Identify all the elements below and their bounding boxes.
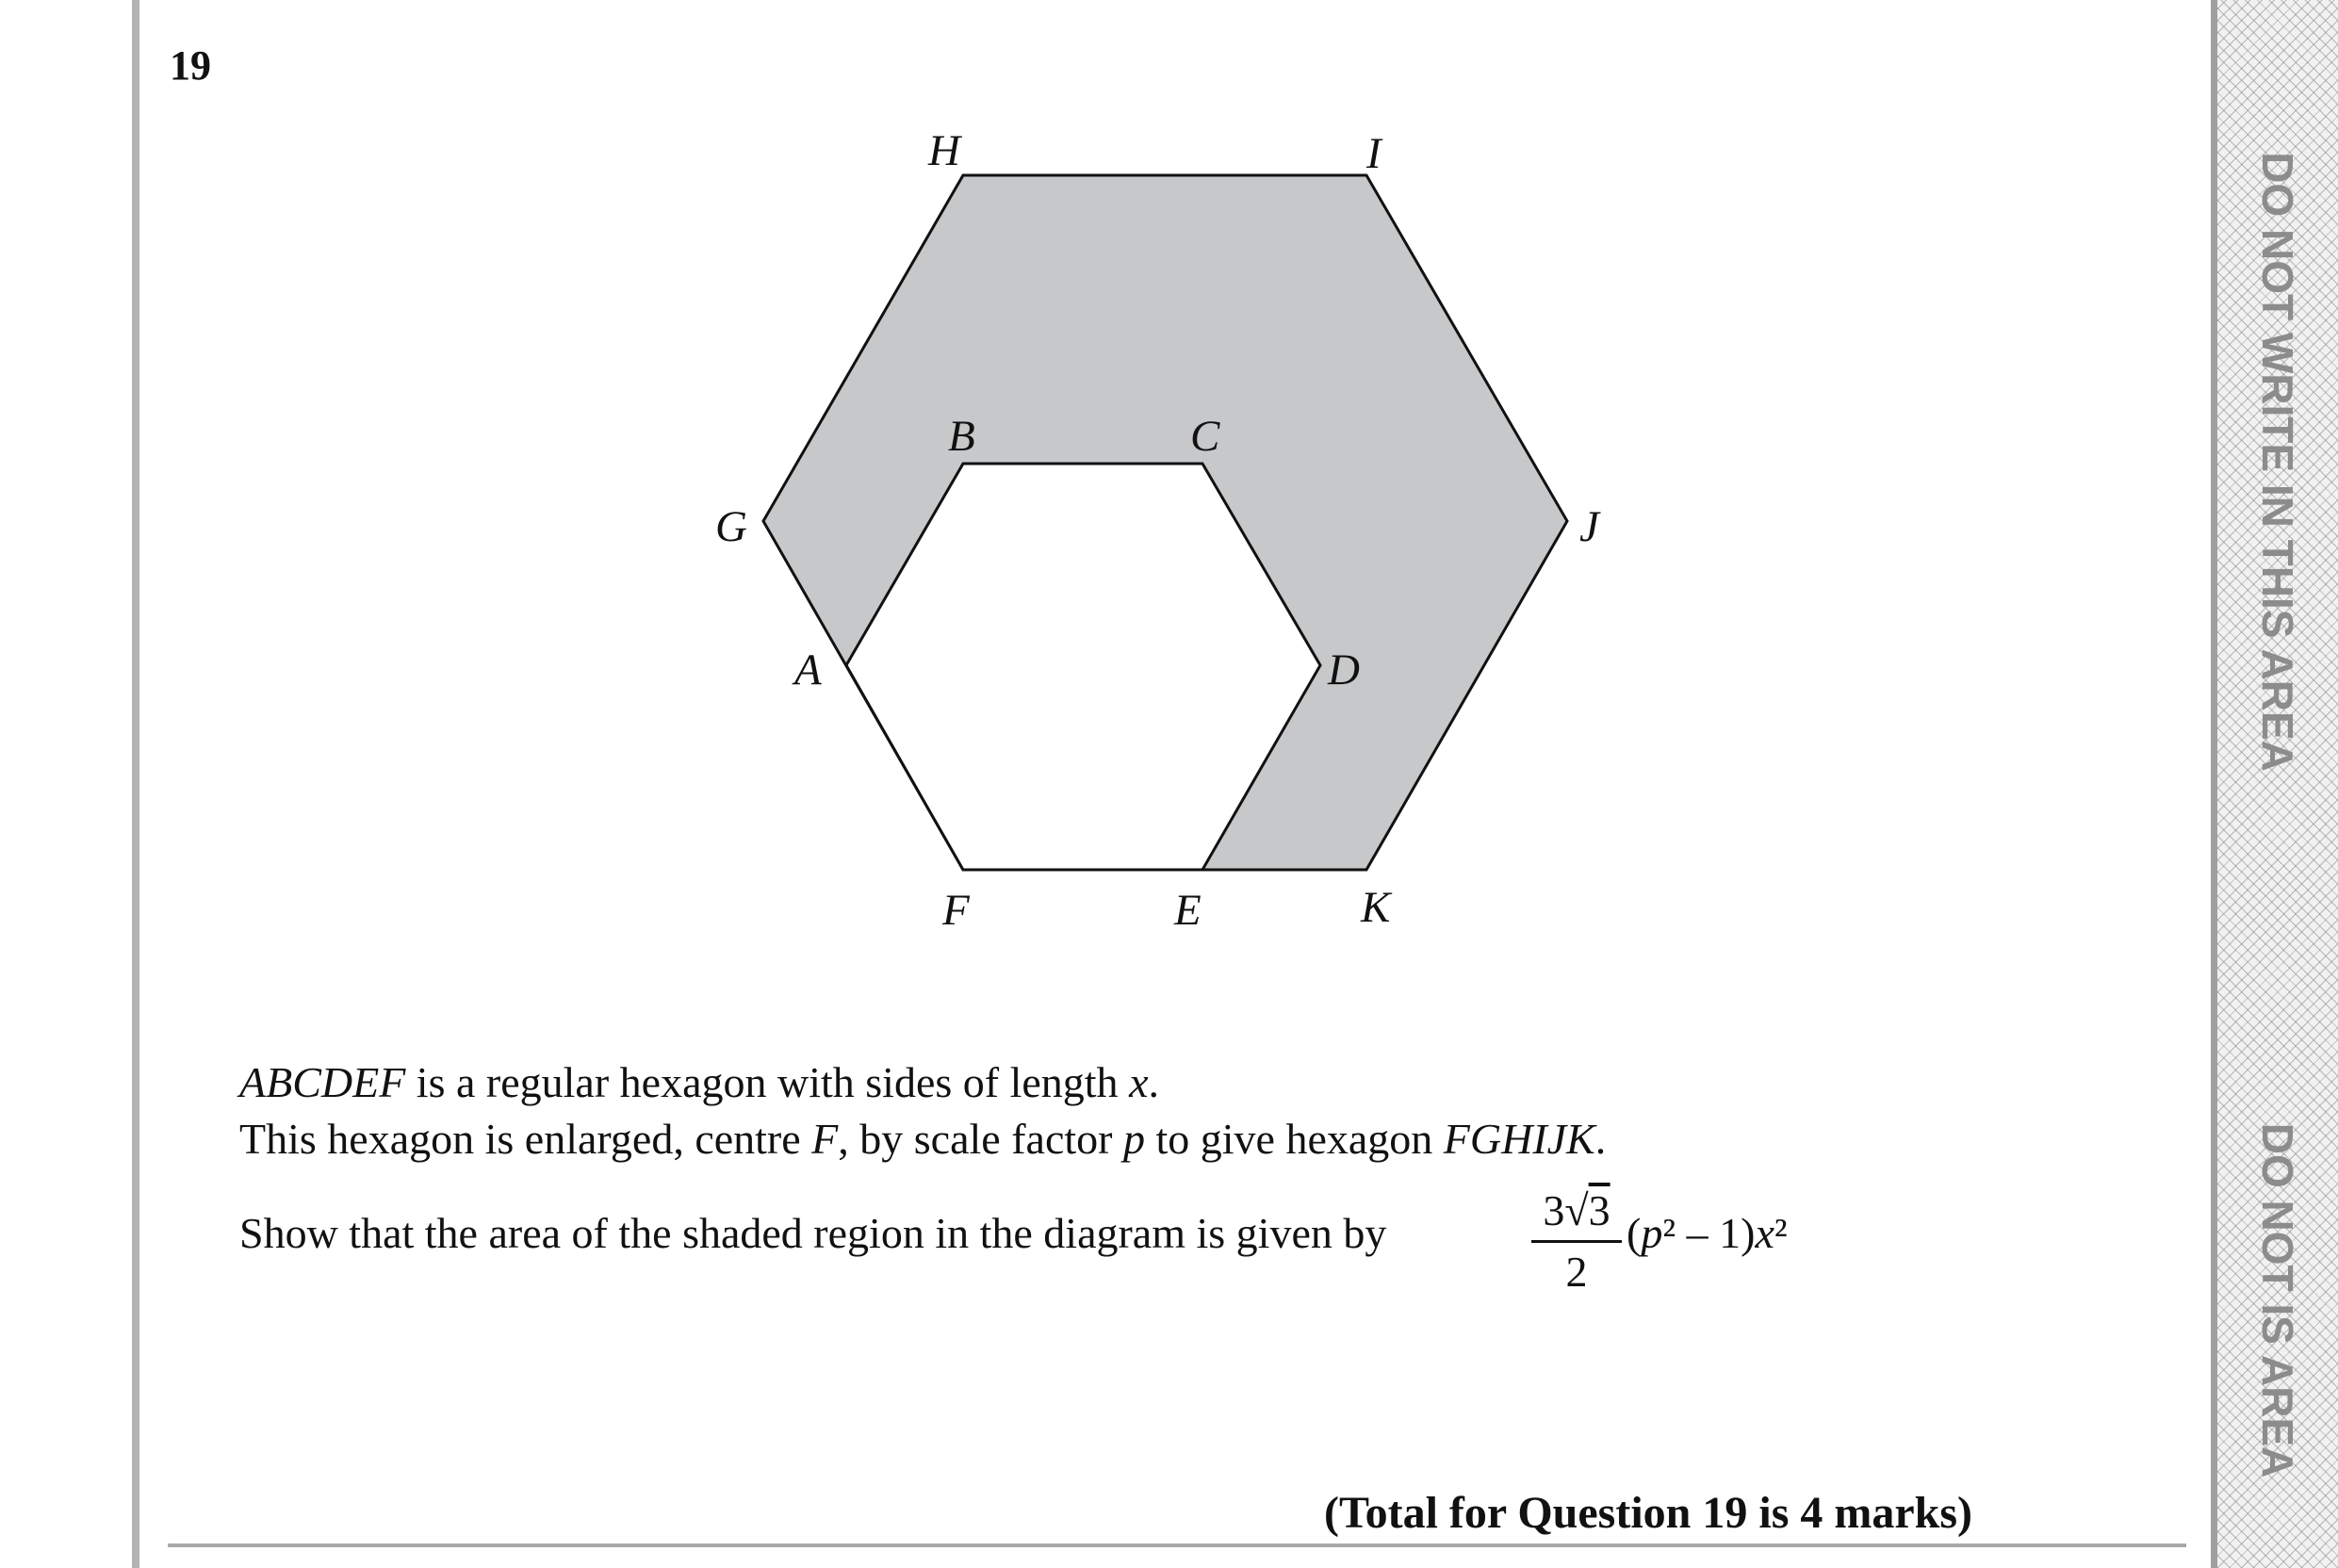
label-h: H	[928, 126, 960, 175]
label-a: A	[794, 645, 822, 694]
label-g: G	[715, 502, 747, 551]
area-expression-tail: (p² – 1)x²	[1627, 1209, 1788, 1257]
area-fraction	[1531, 1184, 1622, 1298]
question-number: 19	[170, 42, 211, 89]
label-b: B	[948, 412, 975, 461]
fraction-denominator: 2	[1565, 1248, 1588, 1296]
label-d: D	[1328, 645, 1360, 694]
total-marks: (Total for Question 19 is 4 marks)	[1324, 1488, 1973, 1538]
label-f: F	[942, 886, 970, 935]
fraction-numerator: 3√3	[1543, 1186, 1610, 1234]
label-e: E	[1174, 886, 1202, 935]
question-text-line-2: This hexagon is enlarged, centre F, by scale factor p to give hexagon FGHIJK.	[239, 1115, 1607, 1163]
label-j: J	[1579, 502, 1599, 551]
label-k: K	[1361, 883, 1391, 932]
label-i: I	[1366, 129, 1382, 178]
label-c: C	[1190, 412, 1220, 461]
question-text-line-3: Show that the area of the shaded region in the diagram is given by	[239, 1209, 1387, 1257]
question-text-line-1: ABCDEF is a regular hexagon with sides of length x.	[239, 1058, 1159, 1106]
bottom-rule	[168, 1544, 2186, 1547]
